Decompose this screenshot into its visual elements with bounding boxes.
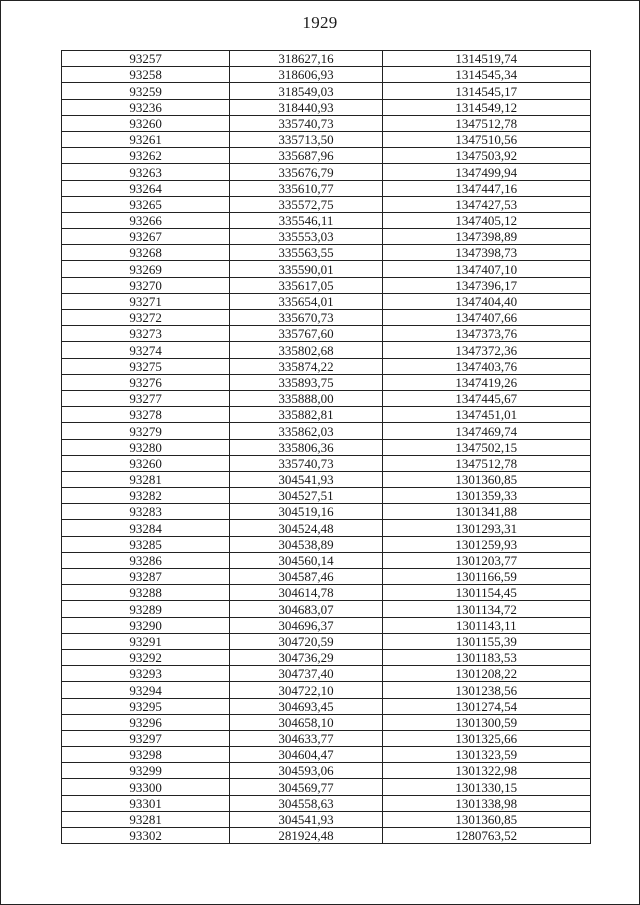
- table-row: [62, 261, 591, 277]
- point-id-cell: 93277: [62, 390, 230, 406]
- x-coordinate-cell: 335882,81: [230, 407, 382, 423]
- x-coordinate-cell: 304633,77: [230, 730, 382, 746]
- point-id-cell: 93281: [62, 811, 230, 827]
- y-coordinate-cell: 1347469,74: [382, 423, 590, 439]
- point-id-cell: 93296: [62, 714, 230, 730]
- y-coordinate-cell: 1314545,17: [382, 83, 590, 99]
- y-coordinate-cell: 1347502,15: [382, 439, 590, 455]
- point-id-cell: 93271: [62, 293, 230, 309]
- y-coordinate-cell: 1347503,92: [382, 148, 590, 164]
- table-row: [62, 83, 591, 99]
- table-row: [62, 212, 591, 228]
- x-coordinate-cell: 335617,05: [230, 277, 382, 293]
- y-coordinate-cell: 1301208,22: [382, 666, 590, 682]
- x-coordinate-cell: 335610,77: [230, 180, 382, 196]
- y-coordinate-cell: 1347373,76: [382, 326, 590, 342]
- y-coordinate-cell: 1280763,52: [382, 828, 590, 844]
- point-id-cell: 93268: [62, 245, 230, 261]
- point-id-cell: 93258: [62, 67, 230, 83]
- table-row: [62, 536, 591, 552]
- point-id-cell: 93294: [62, 682, 230, 698]
- point-id-cell: 93278: [62, 407, 230, 423]
- point-id-cell: 93260: [62, 455, 230, 471]
- table-row: [62, 779, 591, 795]
- x-coordinate-cell: 335713,50: [230, 131, 382, 147]
- point-id-cell: 93288: [62, 585, 230, 601]
- coordinate-table: [61, 50, 591, 844]
- x-coordinate-cell: 318549,03: [230, 83, 382, 99]
- x-coordinate-cell: 304560,14: [230, 552, 382, 568]
- x-coordinate-cell: 304737,40: [230, 666, 382, 682]
- point-id-cell: 93289: [62, 601, 230, 617]
- point-id-cell: 93282: [62, 488, 230, 504]
- point-id-cell: 93292: [62, 649, 230, 665]
- x-coordinate-cell: 304527,51: [230, 488, 382, 504]
- point-id-cell: 93257: [62, 51, 230, 67]
- x-coordinate-cell: 335553,03: [230, 229, 382, 245]
- y-coordinate-cell: 1301341,88: [382, 504, 590, 520]
- point-id-cell: 93299: [62, 763, 230, 779]
- x-coordinate-cell: 335563,55: [230, 245, 382, 261]
- y-coordinate-cell: 1301166,59: [382, 569, 590, 585]
- table-row: [62, 148, 591, 164]
- x-coordinate-cell: 304736,29: [230, 649, 382, 665]
- point-id-cell: 93281: [62, 471, 230, 487]
- point-id-cell: 93300: [62, 779, 230, 795]
- x-coordinate-cell: 304587,46: [230, 569, 382, 585]
- y-coordinate-cell: 1347404,40: [382, 293, 590, 309]
- y-coordinate-cell: 1301183,53: [382, 649, 590, 665]
- x-coordinate-cell: 335888,00: [230, 390, 382, 406]
- x-coordinate-cell: 335572,75: [230, 196, 382, 212]
- y-coordinate-cell: 1301143,11: [382, 617, 590, 633]
- point-id-cell: 93236: [62, 99, 230, 115]
- x-coordinate-cell: 304604,47: [230, 747, 382, 763]
- point-id-cell: 93276: [62, 374, 230, 390]
- y-coordinate-cell: 1347447,16: [382, 180, 590, 196]
- point-id-cell: 93274: [62, 342, 230, 358]
- table-row: [62, 504, 591, 520]
- table-row: [62, 229, 591, 245]
- table-row: [62, 828, 591, 844]
- y-coordinate-cell: 1347451,01: [382, 407, 590, 423]
- y-coordinate-cell: 1347405,12: [382, 212, 590, 228]
- table-row: [62, 601, 591, 617]
- y-coordinate-cell: 1347407,10: [382, 261, 590, 277]
- point-id-cell: 93260: [62, 115, 230, 131]
- x-coordinate-cell: 335654,01: [230, 293, 382, 309]
- table-row: [62, 374, 591, 390]
- table-row: [62, 617, 591, 633]
- table-row: [62, 633, 591, 649]
- point-id-cell: 93269: [62, 261, 230, 277]
- y-coordinate-cell: 1301325,66: [382, 730, 590, 746]
- y-coordinate-cell: 1347512,78: [382, 455, 590, 471]
- x-coordinate-cell: 318440,93: [230, 99, 382, 115]
- y-coordinate-cell: 1301323,59: [382, 747, 590, 763]
- point-id-cell: 93265: [62, 196, 230, 212]
- y-coordinate-cell: 1347396,17: [382, 277, 590, 293]
- y-coordinate-cell: 1301359,33: [382, 488, 590, 504]
- x-coordinate-cell: 335874,22: [230, 358, 382, 374]
- y-coordinate-cell: 1301274,54: [382, 698, 590, 714]
- table-row: [62, 471, 591, 487]
- table-row: [62, 649, 591, 665]
- point-id-cell: 93302: [62, 828, 230, 844]
- y-coordinate-cell: 1347445,67: [382, 390, 590, 406]
- table-row: [62, 67, 591, 83]
- table-row: [62, 245, 591, 261]
- point-id-cell: 93291: [62, 633, 230, 649]
- x-coordinate-cell: 335590,01: [230, 261, 382, 277]
- point-id-cell: 93298: [62, 747, 230, 763]
- x-coordinate-cell: 304541,93: [230, 811, 382, 827]
- y-coordinate-cell: 1314519,74: [382, 51, 590, 67]
- point-id-cell: 93270: [62, 277, 230, 293]
- x-coordinate-cell: 304541,93: [230, 471, 382, 487]
- x-coordinate-cell: 335862,03: [230, 423, 382, 439]
- x-coordinate-cell: 304683,07: [230, 601, 382, 617]
- table-row: [62, 164, 591, 180]
- table-row: [62, 795, 591, 811]
- x-coordinate-cell: 304693,45: [230, 698, 382, 714]
- x-coordinate-cell: 335893,75: [230, 374, 382, 390]
- table-row: [62, 342, 591, 358]
- y-coordinate-cell: 1347512,78: [382, 115, 590, 131]
- y-coordinate-cell: 1347398,89: [382, 229, 590, 245]
- point-id-cell: 93273: [62, 326, 230, 342]
- coordinate-table-body: [62, 51, 591, 844]
- table-row: [62, 520, 591, 536]
- point-id-cell: 93295: [62, 698, 230, 714]
- table-row: [62, 196, 591, 212]
- x-coordinate-cell: 304614,78: [230, 585, 382, 601]
- y-coordinate-cell: 1301360,85: [382, 811, 590, 827]
- y-coordinate-cell: 1347403,76: [382, 358, 590, 374]
- y-coordinate-cell: 1347398,73: [382, 245, 590, 261]
- table-row: [62, 698, 591, 714]
- table-row: [62, 747, 591, 763]
- y-coordinate-cell: 1301134,72: [382, 601, 590, 617]
- x-coordinate-cell: 304538,89: [230, 536, 382, 552]
- x-coordinate-cell: 335740,73: [230, 115, 382, 131]
- point-id-cell: 93297: [62, 730, 230, 746]
- y-coordinate-cell: 1301259,93: [382, 536, 590, 552]
- y-coordinate-cell: 1301360,85: [382, 471, 590, 487]
- table-row: [62, 390, 591, 406]
- y-coordinate-cell: 1301154,45: [382, 585, 590, 601]
- point-id-cell: 93285: [62, 536, 230, 552]
- point-id-cell: 93283: [62, 504, 230, 520]
- x-coordinate-cell: 335806,36: [230, 439, 382, 455]
- table-row: [62, 666, 591, 682]
- point-id-cell: 93280: [62, 439, 230, 455]
- point-id-cell: 93301: [62, 795, 230, 811]
- table-row: [62, 730, 591, 746]
- table-row: [62, 310, 591, 326]
- table-row: [62, 293, 591, 309]
- x-coordinate-cell: 304720,59: [230, 633, 382, 649]
- table-row: [62, 585, 591, 601]
- x-coordinate-cell: 304524,48: [230, 520, 382, 536]
- point-id-cell: 93286: [62, 552, 230, 568]
- table-row: [62, 488, 591, 504]
- x-coordinate-cell: 281924,48: [230, 828, 382, 844]
- y-coordinate-cell: 1347427,53: [382, 196, 590, 212]
- y-coordinate-cell: 1301338,98: [382, 795, 590, 811]
- x-coordinate-cell: 304593,06: [230, 763, 382, 779]
- x-coordinate-cell: 304519,16: [230, 504, 382, 520]
- point-id-cell: 93264: [62, 180, 230, 196]
- x-coordinate-cell: 335767,60: [230, 326, 382, 342]
- point-id-cell: 93261: [62, 131, 230, 147]
- table-row: [62, 569, 591, 585]
- table-row: [62, 131, 591, 147]
- point-id-cell: 93284: [62, 520, 230, 536]
- table-row: [62, 552, 591, 568]
- y-coordinate-cell: 1347499,94: [382, 164, 590, 180]
- point-id-cell: 93263: [62, 164, 230, 180]
- x-coordinate-cell: 335670,73: [230, 310, 382, 326]
- x-coordinate-cell: 304696,37: [230, 617, 382, 633]
- y-coordinate-cell: 1314545,34: [382, 67, 590, 83]
- x-coordinate-cell: 304722,10: [230, 682, 382, 698]
- table-row: [62, 763, 591, 779]
- y-coordinate-cell: 1301293,31: [382, 520, 590, 536]
- table-row: [62, 277, 591, 293]
- point-id-cell: 93262: [62, 148, 230, 164]
- point-id-cell: 93275: [62, 358, 230, 374]
- x-coordinate-cell: 318627,16: [230, 51, 382, 67]
- table-row: [62, 682, 591, 698]
- table-row: [62, 115, 591, 131]
- table-row: [62, 358, 591, 374]
- y-coordinate-cell: 1301330,15: [382, 779, 590, 795]
- table-row: [62, 180, 591, 196]
- table-row: [62, 99, 591, 115]
- x-coordinate-cell: 335546,11: [230, 212, 382, 228]
- y-coordinate-cell: 1301155,39: [382, 633, 590, 649]
- point-id-cell: 93293: [62, 666, 230, 682]
- y-coordinate-cell: 1314549,12: [382, 99, 590, 115]
- x-coordinate-cell: 318606,93: [230, 67, 382, 83]
- point-id-cell: 93266: [62, 212, 230, 228]
- x-coordinate-cell: 304558,63: [230, 795, 382, 811]
- y-coordinate-cell: 1347510,56: [382, 131, 590, 147]
- table-row: [62, 51, 591, 67]
- y-coordinate-cell: 1301203,77: [382, 552, 590, 568]
- y-coordinate-cell: 1347372,36: [382, 342, 590, 358]
- table-row: [62, 407, 591, 423]
- point-id-cell: 93279: [62, 423, 230, 439]
- x-coordinate-cell: 304569,77: [230, 779, 382, 795]
- table-row: [62, 811, 591, 827]
- table-row: [62, 439, 591, 455]
- point-id-cell: 93267: [62, 229, 230, 245]
- x-coordinate-cell: 304658,10: [230, 714, 382, 730]
- point-id-cell: 93259: [62, 83, 230, 99]
- x-coordinate-cell: 335740,73: [230, 455, 382, 471]
- y-coordinate-cell: 1301322,98: [382, 763, 590, 779]
- table-row: [62, 423, 591, 439]
- y-coordinate-cell: 1301300,59: [382, 714, 590, 730]
- table-row: [62, 455, 591, 471]
- y-coordinate-cell: 1301238,56: [382, 682, 590, 698]
- y-coordinate-cell: 1347407,66: [382, 310, 590, 326]
- y-coordinate-cell: 1347419,26: [382, 374, 590, 390]
- page-number: 1929: [302, 13, 338, 32]
- x-coordinate-cell: 335676,79: [230, 164, 382, 180]
- point-id-cell: 93272: [62, 310, 230, 326]
- table-row: [62, 326, 591, 342]
- x-coordinate-cell: 335802,68: [230, 342, 382, 358]
- point-id-cell: 93290: [62, 617, 230, 633]
- x-coordinate-cell: 335687,96: [230, 148, 382, 164]
- point-id-cell: 93287: [62, 569, 230, 585]
- table-row: [62, 714, 591, 730]
